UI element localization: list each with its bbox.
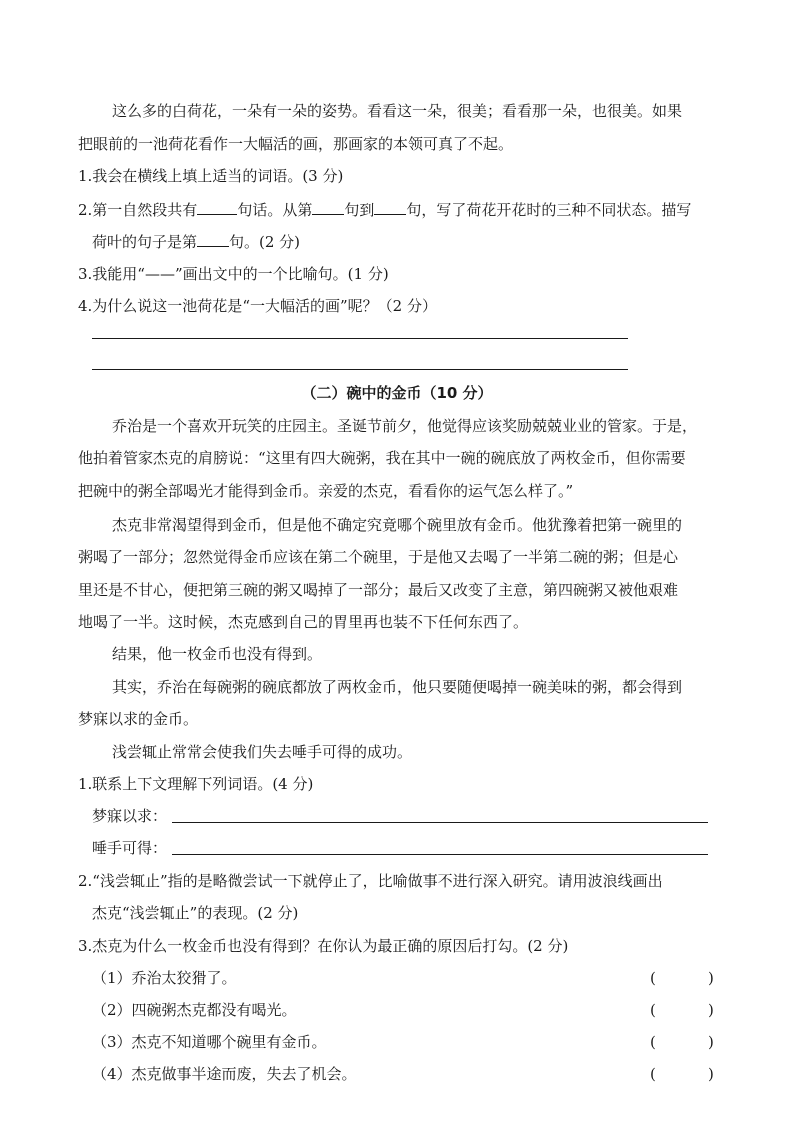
option-3-paren-open[interactable]: (	[650, 1033, 656, 1051]
section2-p2-line2: 粥喝了一部分；忽然觉得金币应该在第二个碗里，于是他又去喝了一半第二碗的粥；但是心	[78, 548, 679, 566]
section2-p2-line1: 杰克非常渴望得到金币，但是他不确定究竟哪个碗里放有金币。他犹豫着把第一碗里的	[112, 516, 683, 534]
section2-p2-line3: 里还是不甘心，便把第三碗的粥又喝掉了一部分；最后又改变了主意，第四碗粥又被他艰难	[78, 581, 679, 599]
option-3: （3）杰克不知道哪个碗里有金币。	[92, 1033, 327, 1051]
q2-text-d: 句，写了荷花开花时的三种不同状态。描写	[406, 201, 692, 219]
option-4: （4）杰克做事半途而废，失去了机会。	[92, 1065, 357, 1083]
question2-1: 1.联系上下文理解下列词语。(4 分)	[78, 775, 314, 793]
question1-2-cont	[92, 231, 300, 252]
section2-p3: 结果，他一枚金币也没有得到。	[112, 645, 323, 663]
question1-2	[78, 199, 691, 220]
option-4-paren-open[interactable]: (	[650, 1065, 656, 1083]
blank-from-sentence[interactable]	[312, 199, 344, 215]
question1-3: 3.我能用“——”画出文中的一个比喻句。(1 分)	[78, 265, 389, 283]
option-1-paren-open[interactable]: (	[650, 969, 656, 987]
answer-line-term2[interactable]	[172, 854, 708, 855]
answer-line-2[interactable]	[92, 369, 628, 370]
option-2-paren-close[interactable]: )	[708, 1001, 714, 1019]
question2-2-line2: 杰克“浅尝辄止”的表现。(2 分)	[92, 904, 299, 922]
blank-sentence-count[interactable]	[197, 199, 237, 215]
option-4-paren-close[interactable]: )	[708, 1065, 714, 1083]
option-2-paren-open[interactable]: (	[650, 1001, 656, 1019]
q2-text-c: 句到	[344, 201, 375, 219]
question2-3: 3.杰克为什么一枚金币也没有得到？在你认为最正确的原因后打勾。(2 分)	[78, 937, 569, 955]
q2-text-e: 荷叶的句子是第	[92, 233, 198, 251]
term-tuo-shou-ke-de: 唾手可得：	[92, 839, 168, 857]
section2-p1-line1: 乔治是一个喜欢开玩笑的庄园主。圣诞节前夕，他觉得应该奖励兢兢业业的管家。于是，	[112, 417, 698, 435]
question1-1: 1.我会在横线上填上适当的词语。(3 分)	[78, 167, 344, 185]
section2-p1-line2: 他拍着管家杰克的肩膀说：“这里有四大碗粥，我在其中一碗的碗底放了两枚金币，但你需要	[78, 449, 686, 467]
section2-p4-line1: 其实，乔治在每碗粥的碗底都放了两枚金币，他只要随便喝掉一碗美味的粥，都会得到	[112, 678, 683, 696]
blank-leaf-sentence[interactable]	[197, 231, 229, 247]
question1-4: 4.为什么说这一池荷花是“一大幅活的画”呢？（2 分）	[78, 297, 437, 315]
passage1-line1: 这么多的白荷花，一朵有一朵的姿势。看看这一朵，很美；看看那一朵，也很美。如果	[112, 102, 683, 120]
blank-to-sentence[interactable]	[374, 199, 406, 215]
question2-2-line1: 2.“浅尝辄止”指的是略微尝试一下就停止了，比喻做事不进行深入研究。请用波浪线画出	[78, 872, 663, 890]
passage1-line2: 把眼前的一池荷花看作一大幅活的画，那画家的本领可真了不起。	[78, 135, 514, 153]
option-1-paren-close[interactable]: )	[708, 969, 714, 987]
section2-p4-line2: 梦寐以求的金币。	[78, 710, 199, 728]
section2-p2-line4: 地喝了一半。这时候，杰克感到自己的胃里再也装不下任何东西了。	[78, 613, 529, 631]
option-3-paren-close[interactable]: )	[708, 1033, 714, 1051]
option-2: （2）四碗粥杰克都没有喝光。	[92, 1001, 297, 1019]
q2-text-f: 句。(2 分)	[229, 233, 301, 251]
q2-text-a: 2.第一自然段共有	[78, 201, 198, 219]
term-meng-mei-yi-qiu: 梦寐以求：	[92, 807, 168, 825]
option-1: （1）乔治太狡猾了。	[92, 969, 237, 987]
answer-line-1[interactable]	[92, 338, 628, 339]
section2-p1-line3: 把碗中的粥全部喝光才能得到金币。亲爱的杰克，看看你的运气怎么样了。”	[78, 482, 574, 500]
section2-title: （二）碗中的金币（10 分）	[301, 384, 493, 402]
answer-line-term1[interactable]	[172, 822, 708, 823]
q2-text-b: 句话。从第	[237, 201, 313, 219]
section2-p5: 浅尝辄止常常会使我们失去唾手可得的成功。	[112, 743, 413, 761]
